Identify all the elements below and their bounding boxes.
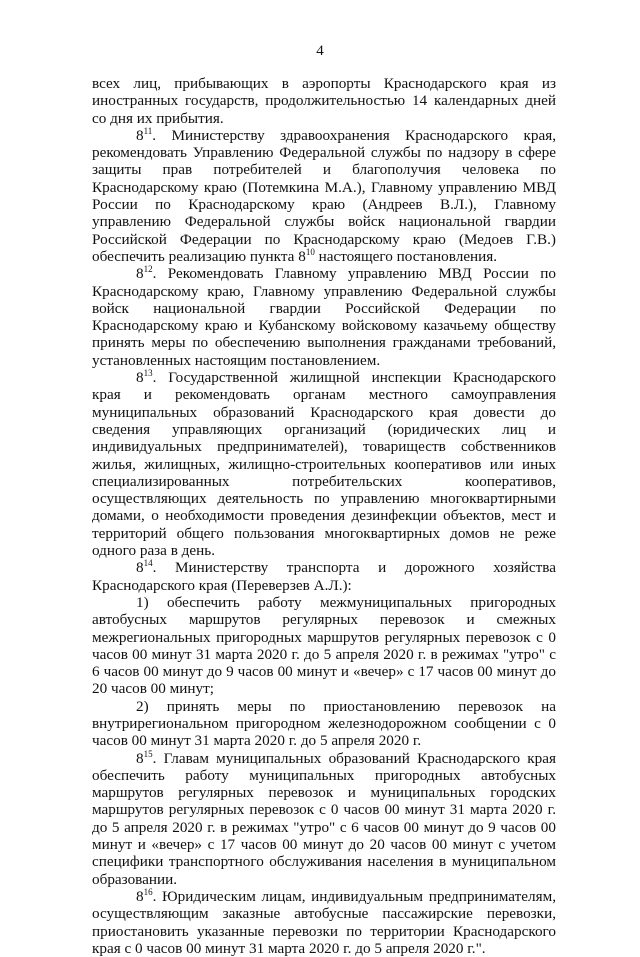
paragraph-text: . Государственной жилищной инспекции Краснодарского края и рекомендовать органам местного самоуправления муниципальных образований Краснодарского края довести до сведения управляющих организаций (юридических лиц и индивидуальных предпринимателей), товариществ собственников жилья, жилищных, жилищно-строительных кооперативов или иных специализированных потребительских кооперативов, осуществляющих деятельность по управлению многоквартирными домами, о необходимости проведения дезинфекции объектов, мест и территорий общего пользования многоквартирных домов не реже одного раза в день. [92,369,556,560]
clause-number: 8 [136,126,144,144]
paragraph-text-end: настоящего постановления. [314,247,498,265]
clause-number: 8 [136,887,144,905]
page-number: 4 [316,43,324,59]
clause-number-superscript: 11 [143,125,153,136]
paragraph-text: всех лиц, прибывающих в аэропорты Краснодарского края из иностранных государств, продолжительностью 14 календарных дней со дня их прибытия. [92,75,556,127]
clause-reference-superscript: 10 [305,246,315,257]
clause-number: 8 [136,559,144,577]
paragraph-8-13 [92,369,556,559]
paragraph-8-11 [92,127,556,265]
clause-number-superscript: 13 [143,367,153,378]
paragraph-continuation [92,75,556,127]
subparagraph-1 [92,594,556,698]
paragraph-8-12 [92,265,556,369]
clause-number-superscript: 12 [143,264,153,275]
paragraph-text: 2) принять меры по приостановлению перевозок на внутрирегиональном пригородном железнодорожном сообщении с 0 часов 00 минут 31 марта 2020 г. до 5 апреля 2020 г. [92,697,556,750]
paragraph-text: . Рекомендовать Главному управлению МВД России по Краснодарскому краю, Главному управлению Федеральной службы войск национальной гвардии Российской Федерации по Краснодарскому краю и Кубанскому войсковому казачьему обществу принять меры по обеспечению выполнения гражданами требований, установленных настоящим постановлением. [92,265,556,369]
paragraph-text: . Юридическим лицам, индивидуальным предпринимателям, осуществляющим заказные автобусные пассажирские перевозки, приостановить указанные перевозки по территории Краснодарского края с 0 часов 00 минут 31 марта 2020 г. до 5 апреля 2020 г.". [92,887,556,957]
clause-reference: 8 [298,247,306,265]
paragraph-8-14 [92,559,556,594]
clause-number: 8 [136,749,144,767]
clause-number-superscript: 14 [143,558,153,569]
clause-number-superscript: 16 [143,886,153,897]
paragraph-text: . Министерству транспорта и дорожного хозяйства Краснодарского края (Переверзев А.Л.): [92,559,556,594]
subparagraph-2 [92,698,556,750]
paragraph-text: . Министерству здравоохранения Краснодарского края, рекомендовать Управлению Федеральной службы по надзору в сфере защиты прав потребителей и благополучия человека по Краснодарскому краю (Потемкина М.А.), Главному управлению МВД России по Краснодарскому краю (Андреев В.Л.), Главному управлению Федеральной службы войск национальной гвардии Российской Федерации по Краснодарскому краю (Медоев Г.В.) обеспечить реализацию пункта [92,126,556,265]
document-body [92,75,556,957]
paragraph-text: . Главам муниципальных образований Краснодарского края обеспечить работу муниципальных пригородных автобусных маршрутов регулярных перевозок и муниципальных городских маршрутов регулярных перевозок с 0 часов 00 минут 31 марта 2020 г. до 5 апреля 2020 г. в режимах "утро" с 6 часов 00 минут до 9 часов 00 минут и «вечер» с 17 часов 00 минут до 20 часов 00 минут с учетом специфики транспортного обслуживания населения в муниципальном образовании. [92,749,556,888]
paragraph-text: 1) обеспечить работу межмуниципальных пригородных автобусных маршрутов регулярных перевозок и смежных межрегиональных пригородных маршрутов регулярных перевозок с 0 часов 00 минут 31 марта 2020 г. до 5 апреля 2020 г. в режимах "утро" с 6 часов 00 минут до 9 часов 00 минут и «вечер» с 17 часов 00 минут до 20 часов 00 минут; [92,593,556,698]
clause-number-superscript: 15 [143,748,153,759]
paragraph-8-16 [92,888,556,957]
clause-number: 8 [136,265,144,283]
paragraph-8-15 [92,750,556,888]
clause-number: 8 [136,369,144,387]
